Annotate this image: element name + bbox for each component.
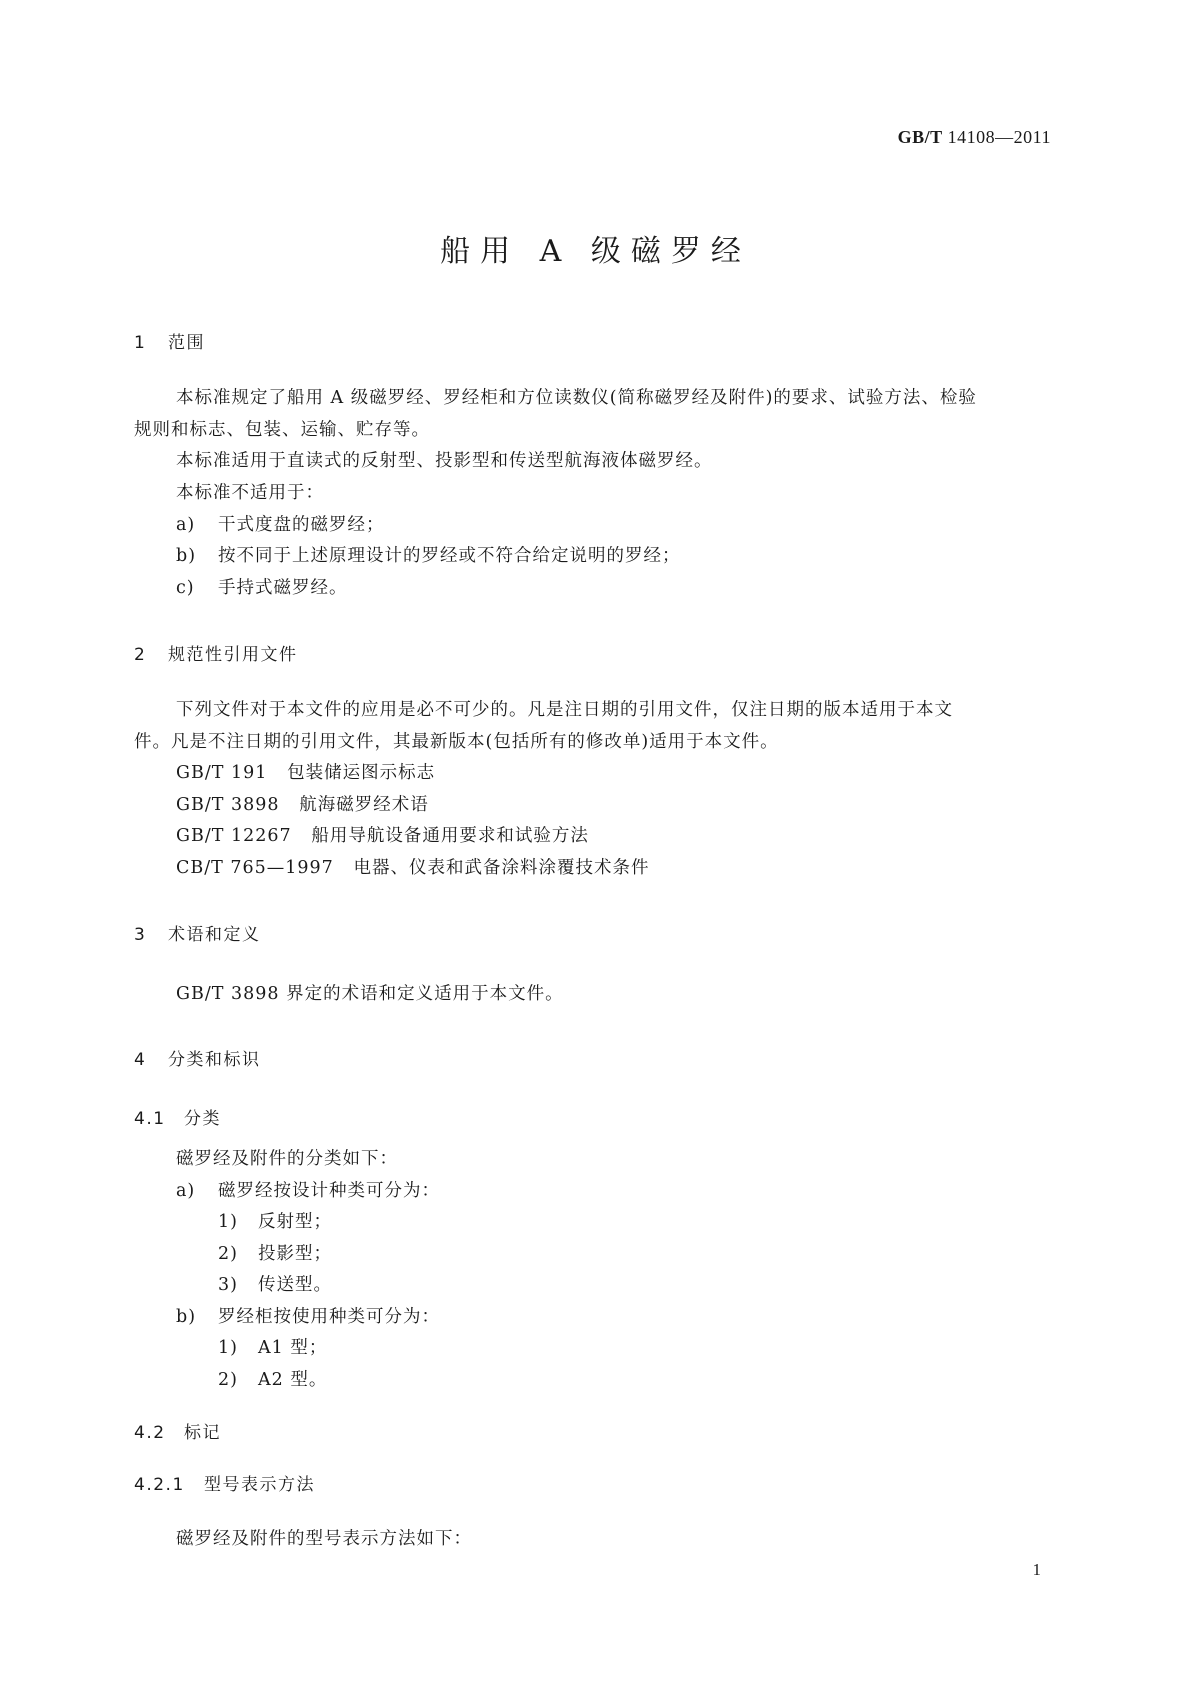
list-text: A2 型。 bbox=[258, 1370, 328, 1390]
reference-code: GB/T 12267 bbox=[176, 826, 292, 846]
section-title: 分类 bbox=[184, 1109, 221, 1129]
section-title: 规范性引用文件 bbox=[168, 645, 298, 665]
section-title: 范围 bbox=[168, 333, 205, 353]
section-title: 术语和定义 bbox=[168, 925, 261, 945]
list-label: a) bbox=[176, 515, 196, 535]
reference-item bbox=[176, 854, 650, 879]
section-title: 标记 bbox=[184, 1423, 221, 1443]
list-text: 反射型； bbox=[258, 1212, 332, 1232]
section-number: 4.2.1 bbox=[134, 1475, 185, 1495]
document-title: 船用 A 级磁罗经 bbox=[440, 234, 751, 269]
list-text: 罗经柜按使用种类可分为： bbox=[218, 1307, 440, 1327]
list-label: 2) bbox=[218, 1370, 238, 1390]
sec1-paragraph-2: 本标准适用于直读式的反射型、投影型和传送型航海液体磁罗经。 bbox=[176, 451, 713, 471]
sec1-paragraph-1-line-1: 本标准规定了船用 A 级磁罗经、罗经柜和方位读数仪(简称磁罗经及附件)的要求、试验方法、检验 bbox=[176, 388, 977, 408]
list-label: 1) bbox=[218, 1338, 238, 1358]
reference-title: 包装储运图示标志 bbox=[287, 763, 436, 783]
list-item bbox=[218, 1240, 332, 1265]
reference-title: 航海磁罗经术语 bbox=[299, 795, 429, 815]
sec1-paragraph-3: 本标准不适用于： bbox=[176, 483, 324, 503]
reference-code: GB/T 3898 bbox=[176, 795, 280, 815]
list-item bbox=[218, 1334, 327, 1359]
reference-item bbox=[176, 759, 435, 784]
section-number: 4 bbox=[134, 1050, 147, 1070]
page-number: 1 bbox=[1032, 1560, 1041, 1579]
section-3-heading bbox=[134, 920, 261, 945]
list-text: 手持式磁罗经。 bbox=[218, 578, 348, 598]
reference-code: GB/T 191 bbox=[176, 763, 268, 783]
sec1-paragraph-1-line-2: 规则和标志、包装、运输、贮存等。 bbox=[134, 420, 430, 440]
reference-item bbox=[176, 822, 589, 847]
list-label: 3) bbox=[218, 1275, 238, 1295]
list-text: A1 型； bbox=[258, 1338, 328, 1358]
reference-title: 电器、仪表和武备涂料涂覆技术条件 bbox=[353, 858, 650, 878]
section-number: 3 bbox=[134, 925, 147, 945]
section-number: 1 bbox=[134, 333, 147, 353]
section-4-2-1-heading bbox=[134, 1470, 315, 1495]
section-4-2-heading bbox=[134, 1418, 221, 1443]
list-item bbox=[176, 511, 385, 536]
section-4-1-heading bbox=[134, 1104, 221, 1129]
list-item bbox=[218, 1271, 332, 1296]
section-title: 型号表示方法 bbox=[204, 1475, 315, 1495]
list-label: a) bbox=[176, 1181, 196, 1201]
sec4-intro: 磁罗经及附件的分类如下： bbox=[176, 1149, 398, 1169]
sec3-paragraph-1: GB/T 3898 界定的术语和定义适用于本文件。 bbox=[176, 984, 564, 1004]
reference-title: 船用导航设备通用要求和试验方法 bbox=[311, 826, 589, 846]
sec2-paragraph-1-line-1: 下列文件对于本文件的应用是必不可少的。凡是注日期的引用文件，仅注日期的版本适用于本文 bbox=[176, 700, 953, 720]
list-text: 干式度盘的磁罗经； bbox=[218, 515, 385, 535]
list-text: 传送型。 bbox=[258, 1275, 332, 1295]
sec2-paragraph-1-line-2: 件。凡是不注日期的引用文件，其最新版本(包括所有的修改单)适用于本文件。 bbox=[134, 732, 779, 752]
section-4-heading bbox=[134, 1045, 261, 1070]
list-label: b) bbox=[176, 546, 197, 566]
standard-code bbox=[898, 127, 1051, 148]
sec4-2-1-paragraph: 磁罗经及附件的型号表示方法如下： bbox=[176, 1529, 472, 1549]
list-text: 按不同于上述原理设计的罗经或不符合给定说明的罗经； bbox=[218, 546, 681, 566]
reference-item bbox=[176, 791, 429, 816]
list-label: c) bbox=[176, 578, 195, 598]
section-2-heading bbox=[134, 640, 298, 665]
list-item bbox=[176, 1177, 440, 1202]
list-text: 磁罗经按设计种类可分为： bbox=[218, 1181, 440, 1201]
list-item bbox=[218, 1208, 332, 1233]
list-item bbox=[176, 1303, 440, 1328]
list-text: 投影型； bbox=[258, 1244, 332, 1264]
standard-prefix: GB/T bbox=[897, 127, 943, 147]
list-label: 1) bbox=[218, 1212, 238, 1232]
list-label: b) bbox=[176, 1307, 197, 1327]
list-item bbox=[218, 1366, 327, 1391]
list-label: 2) bbox=[218, 1244, 238, 1264]
section-title: 分类和标识 bbox=[168, 1050, 261, 1070]
section-number: 2 bbox=[134, 645, 147, 665]
list-item bbox=[176, 574, 348, 599]
standard-number: 14108—2011 bbox=[947, 127, 1051, 147]
reference-code: CB/T 765—1997 bbox=[176, 858, 334, 878]
section-1-heading bbox=[134, 328, 205, 353]
section-number: 4.1 bbox=[134, 1109, 166, 1129]
section-number: 4.2 bbox=[134, 1423, 166, 1443]
list-item bbox=[176, 542, 681, 567]
